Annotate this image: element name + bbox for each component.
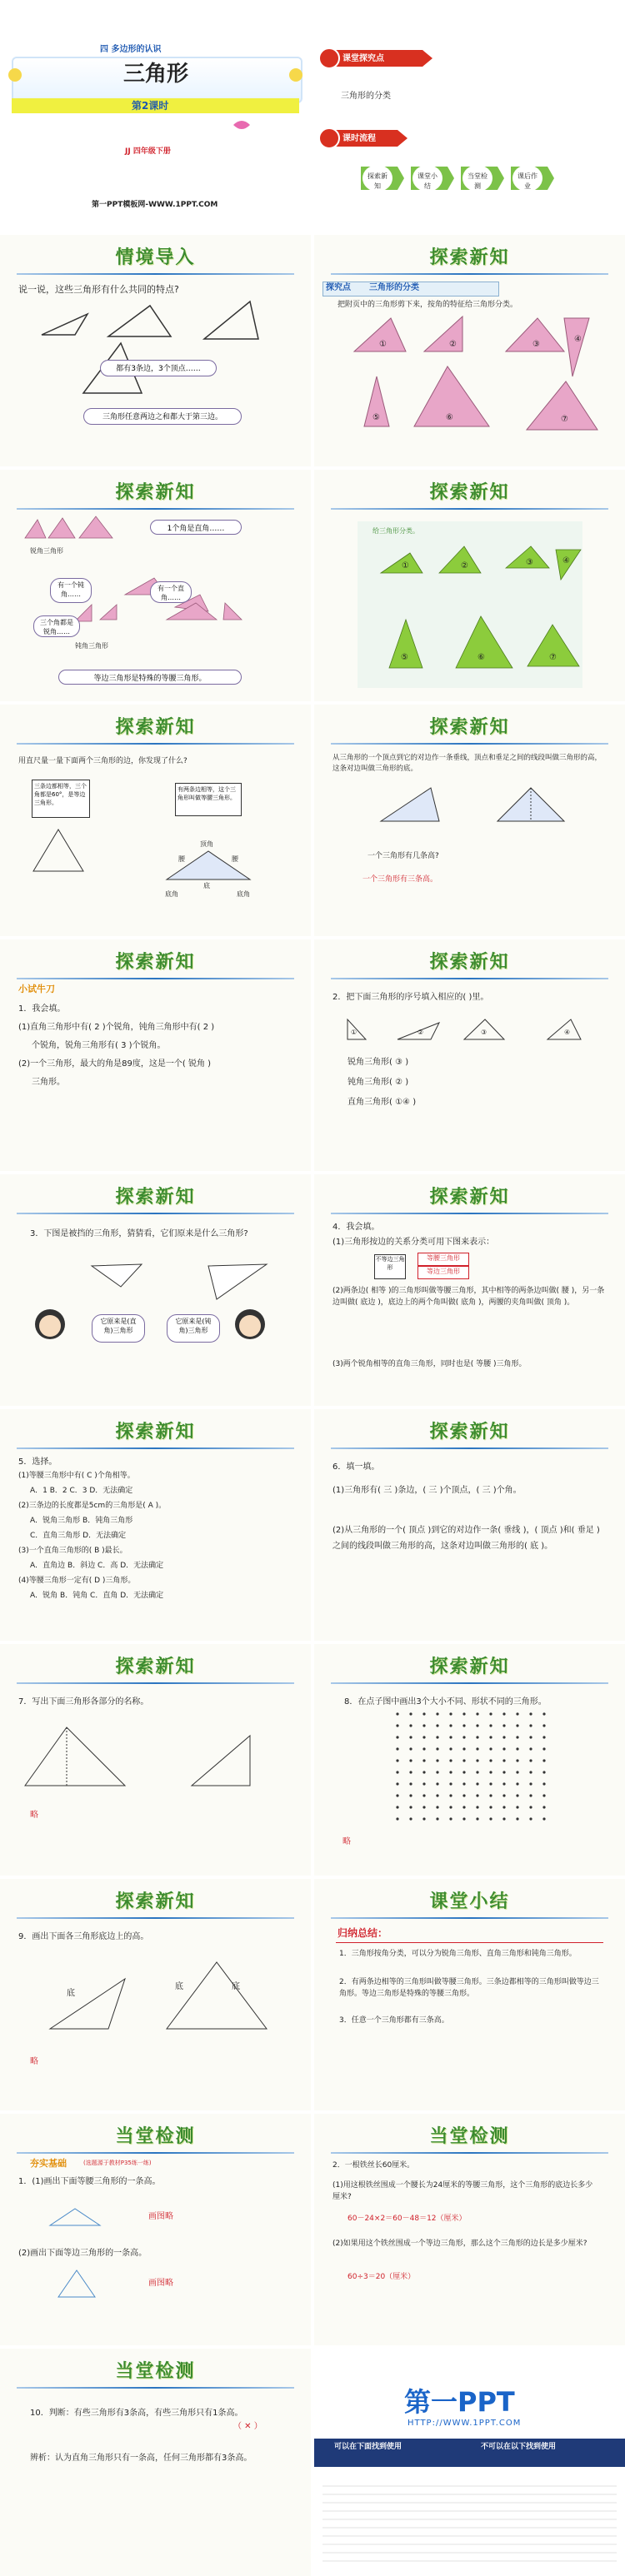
- slide-title: 探索新知: [429, 247, 510, 268]
- shape-number: ②: [461, 561, 468, 571]
- grid-dot: [462, 1712, 465, 1715]
- grid-dot: [489, 1782, 492, 1785]
- slide-practice-2: [314, 939, 625, 1171]
- slide-practice-8: [314, 1644, 625, 1876]
- tag-text: 三角形的分类: [369, 283, 419, 292]
- grid-dot: [542, 1712, 545, 1715]
- answer: 60÷3＝20（厘米）: [348, 2273, 416, 2281]
- grid-dot: [542, 1782, 545, 1785]
- line: (1)直角三角形中有( 2 )个锐角，钝角三角形中有( 2 ): [18, 1023, 215, 1032]
- answer: 一个三角形有三条高。: [362, 875, 438, 884]
- grid-dot: [422, 1712, 425, 1715]
- grid-dot: [449, 1806, 452, 1808]
- brand-logo: 第一PPT: [404, 2386, 515, 2418]
- grid-dot: [542, 1817, 545, 1820]
- section-label: 夯实基础: [30, 2158, 67, 2169]
- grid-dot: [476, 1794, 478, 1796]
- option-line: (3)一个直角三角形的( B )最长。: [18, 1547, 128, 1555]
- triangles: [0, 235, 311, 466]
- question: 4．我会填。: [332, 1223, 380, 1232]
- shape-number: ③: [532, 340, 540, 349]
- option-line: A．1 B．2 C．3 D．无法确定: [30, 1487, 133, 1495]
- cover-title: 三角形: [123, 62, 189, 87]
- link-list: [322, 2479, 617, 2562]
- option-line: (2)三条边的长度都是5cm的三角形是( A )。: [18, 1502, 167, 1510]
- shape-number: ⑥: [446, 413, 453, 422]
- step1-label: 课堂探究点: [342, 54, 384, 63]
- grid-dot: [422, 1736, 425, 1738]
- grid-dot: [476, 1712, 478, 1715]
- line: (2)从三角形的一个( 顶点 )到它的对边作一条( 垂线 )，( 顶点 )和( 垂足 )之间的线段叫做三角形的高，这条对边叫做三角形的( 底 )。: [332, 1526, 600, 1551]
- line: (2)一个三角形，最大的角是89度，这是一个( 锐角 ): [18, 1059, 212, 1069]
- grid-dot: [436, 1712, 438, 1715]
- base-label: 底: [175, 1982, 183, 1991]
- test-triangles: [0, 2114, 311, 2345]
- base-label: 底: [67, 1989, 75, 1998]
- option-line: A．锐角三角形 B．钝角三角形: [30, 1517, 133, 1525]
- flow-item: 课堂小结: [418, 172, 438, 190]
- question: 1．我会填。: [18, 1004, 66, 1014]
- grid-dot: [409, 1794, 412, 1796]
- triangle-diagrams: [0, 705, 311, 936]
- slide-summary: [314, 1879, 625, 2110]
- shape-number: ⑦: [561, 415, 568, 424]
- point-label: 三角形的分类: [341, 92, 391, 101]
- bubble-text: 1个角是直角……: [150, 520, 242, 535]
- answer-row: 锐角三角形( ③ ): [348, 1058, 409, 1067]
- bubble-text: 都有3条边，3个顶点……: [100, 360, 217, 376]
- grid-dot: [542, 1736, 545, 1738]
- answer: 60－24×2＝60－48＝12（厘米）: [348, 2215, 467, 2223]
- grid-dot: [516, 1724, 518, 1726]
- grid-dot: [489, 1747, 492, 1750]
- grid-dot: [476, 1782, 478, 1785]
- bubble-text: 有一个钝角……: [50, 578, 92, 603]
- angle-label: 底角: [237, 890, 250, 898]
- grid-dot: [396, 1747, 398, 1750]
- shape-number: ⑤: [372, 413, 380, 422]
- grid-dot: [516, 1817, 518, 1820]
- grid-dot: [516, 1806, 518, 1808]
- shape-number: ⑥: [478, 653, 485, 662]
- grid-dot: [422, 1747, 425, 1750]
- slide-title: 当堂检测: [429, 2126, 510, 2147]
- grid-dot: [396, 1771, 398, 1773]
- label: 锐角三角形: [30, 547, 63, 555]
- question: (2)画出下面等边三角形的一条高。: [18, 2249, 148, 2258]
- shape-number: ③: [526, 558, 533, 567]
- grid-dot: [462, 1771, 465, 1773]
- grid-dot: [449, 1759, 452, 1761]
- grid-dot: [502, 1817, 505, 1820]
- summary-item: 1．三角形按角分类，可以分为锐角三角形、直角三角形和钝角三角形。: [339, 1950, 577, 1958]
- grid-dot: [396, 1712, 398, 1715]
- grid-dot: [502, 1806, 505, 1808]
- shape-number: ⑤: [401, 653, 408, 662]
- grid-dot: [542, 1771, 545, 1773]
- unit-label: 四 多边形的认识: [100, 45, 162, 54]
- summary-item: 3．任意一个三角形都有三条高。: [339, 2016, 449, 2025]
- slide-explore-1: [314, 235, 625, 466]
- grid-dot: [476, 1736, 478, 1738]
- slide-title: 探索新知: [115, 717, 196, 738]
- board-caption: 给三角形分类。: [372, 527, 419, 535]
- slide-cover: [0, 0, 311, 232]
- slide-practice-6: [314, 1409, 625, 1641]
- answer: （ ✕ ）: [233, 2422, 262, 2431]
- grid-dot: [529, 1712, 532, 1715]
- slide-practice-5: [0, 1409, 311, 1641]
- grid-dot: [409, 1817, 412, 1820]
- grid-dot: [422, 1782, 425, 1785]
- answer: 略: [342, 1837, 351, 1846]
- edge-label: 腰: [232, 855, 238, 863]
- note-box: 有两条边相等，这个三角形叫做等腰三角形。: [175, 783, 242, 816]
- grid-dot: [516, 1759, 518, 1761]
- grid-dot: [462, 1794, 465, 1796]
- slide-title: 当堂检测: [115, 2361, 196, 2382]
- grid-dot: [449, 1782, 452, 1785]
- grid-dot: [502, 1712, 505, 1715]
- category-tag: 等腰三角形: [418, 1253, 469, 1266]
- line: (3)两个锐角相等的直角三角形，同时也是( 等腰 )三角形。: [332, 1360, 527, 1368]
- summary-heading: 归纳总结：: [338, 1927, 388, 1939]
- grid-dot: [422, 1806, 425, 1808]
- info-heading: 不可以在以下找到使用: [481, 2443, 557, 2451]
- grid-dot: [396, 1806, 398, 1808]
- question: 8．在点子图中画出3个大小不同、形状不同的三角形。: [344, 1697, 547, 1707]
- grid-dot: [516, 1782, 518, 1785]
- slide-practice-1: [0, 939, 311, 1171]
- grid-dot: [476, 1771, 478, 1773]
- scroll-decoration: [0, 0, 311, 232]
- grid-dot: [542, 1759, 545, 1761]
- option-line: (1)等腰三角形中有( C )个角相等。: [18, 1472, 135, 1480]
- question: 2．把下面三角形的序号填入相应的( )里。: [332, 993, 489, 1002]
- shape-number: ④: [574, 335, 582, 344]
- slide-title: 探索新知: [115, 1657, 196, 1677]
- practice-triangles: [314, 939, 625, 1171]
- grid-dot: [436, 1817, 438, 1820]
- question: 9．画出下面各三角形底边上的高。: [18, 1932, 149, 1941]
- grid-dot: [529, 1806, 532, 1808]
- grid-dot: [436, 1771, 438, 1773]
- shape-number: ①: [351, 1029, 358, 1036]
- grid-dot: [462, 1759, 465, 1761]
- grid-dot: [502, 1736, 505, 1738]
- slide-title: 探索新知: [429, 1657, 510, 1677]
- bubble-text: 它原来是(直角)三角形: [92, 1314, 145, 1343]
- grid-dot: [489, 1806, 492, 1808]
- bubble-text: 三个角都是锐角……: [33, 615, 80, 637]
- slide-title: 探索新知: [429, 1422, 510, 1442]
- grid-dot: [436, 1806, 438, 1808]
- grid-dot: [476, 1817, 478, 1820]
- grid-dot: [462, 1736, 465, 1738]
- option-line: (4)等腰三角形一定有( D )三角形。: [18, 1577, 136, 1585]
- grid-dot: [476, 1759, 478, 1761]
- grid-dot: [436, 1724, 438, 1726]
- grid-dot: [422, 1724, 425, 1726]
- grid-dot: [476, 1806, 478, 1808]
- section-note: (选题源于教材P35练一练): [83, 2160, 152, 2166]
- grid-dot: [409, 1782, 412, 1785]
- base-triangles: [0, 1879, 311, 2110]
- shape-number: ④: [562, 556, 570, 566]
- slide-title: 探索新知: [429, 482, 510, 503]
- grid-dot: [502, 1759, 505, 1761]
- slide-explore-5: [314, 705, 625, 936]
- slide-practice-7: [0, 1644, 311, 1876]
- grid-dot: [409, 1747, 412, 1750]
- shape-number: ②: [418, 1029, 424, 1036]
- pink-triangles: [314, 235, 625, 466]
- grid-dot: [542, 1747, 545, 1750]
- grid-dot: [409, 1736, 412, 1738]
- slide-outline: [314, 0, 625, 232]
- grid-dot: [449, 1817, 452, 1820]
- slide-practice-3: [0, 1174, 311, 1406]
- grid-dot: [436, 1747, 438, 1750]
- slide-title: 探索新知: [115, 1422, 196, 1442]
- slide-title: 课堂小结: [429, 1891, 510, 1912]
- answer: 画图略: [148, 2279, 173, 2288]
- slide-title: 探索新知: [429, 717, 510, 738]
- grid-dot: [489, 1817, 492, 1820]
- site-label: 第一PPT模板网-WWW.1PPT.COM: [92, 201, 218, 209]
- grid-dot: [462, 1817, 465, 1820]
- grid-dot: [396, 1759, 398, 1761]
- grid-dot: [396, 1736, 398, 1738]
- question: 1．(1)画出下面等腰三角形的一条高。: [18, 2177, 161, 2186]
- section-label: 小试牛刀: [18, 984, 55, 994]
- slide-explore-3: [314, 470, 625, 701]
- grid-dot: [542, 1806, 545, 1808]
- bubble-text: 三角形任意两边之和都大于第三边。: [83, 408, 242, 425]
- grid-dot: [529, 1724, 532, 1726]
- flow-item: 探索新知: [368, 172, 388, 190]
- slide-title: 情境导入: [115, 247, 196, 268]
- question: 一个三角形有几条高?: [368, 852, 439, 860]
- grid-dot: [449, 1794, 452, 1796]
- slide-title: 探索新知: [115, 482, 196, 503]
- question: 10．判断：有些三角形有3条高，有些三角形只有1条高。: [30, 2409, 243, 2418]
- label-triangles: [0, 1644, 311, 1876]
- question: 6．填一填。: [332, 1462, 380, 1472]
- grid-dot: [409, 1806, 412, 1808]
- grade-label: JJ 四年级下册: [125, 147, 171, 156]
- grid-dot: [502, 1724, 505, 1726]
- grid-dot: [396, 1724, 398, 1726]
- grid-dot: [396, 1782, 398, 1785]
- shape-number: ④: [564, 1029, 571, 1036]
- grid-dot: [409, 1724, 412, 1726]
- grid-dot: [529, 1747, 532, 1750]
- slide-title: 探索新知: [115, 1891, 196, 1912]
- angle-label: 底角: [165, 890, 178, 898]
- slide-brand: [314, 2349, 625, 2576]
- kids-and-shapes: [0, 1174, 311, 1406]
- line: 个锐角，锐角三角形有( 3 )个锐角。: [32, 1041, 166, 1050]
- line: (2)如果用这个铁丝围成一个等边三角形，那么这个三角形的边长是多少厘米?: [332, 2240, 588, 2248]
- question: 2．一根铁丝长60厘米。: [332, 2161, 415, 2170]
- grid-dot: [462, 1806, 465, 1808]
- line: 三角形。: [32, 1078, 65, 1087]
- shape-number: ③: [481, 1029, 488, 1036]
- lesson-label: 第2课时: [132, 100, 169, 112]
- slide-title: 探索新知: [429, 1187, 510, 1208]
- option-line: C．直角三角形 D．无法确定: [30, 1532, 127, 1540]
- answer: 略: [30, 2057, 38, 2066]
- bubble-text: 等边三角形是特殊的等腰三角形。: [58, 670, 242, 685]
- grid-dot: [436, 1736, 438, 1738]
- slide-title: 探索新知: [115, 1187, 196, 1208]
- grid-dot: [489, 1736, 492, 1738]
- slide-test-2: [314, 2114, 625, 2345]
- grid-dot: [516, 1794, 518, 1796]
- outline-badges: [314, 0, 625, 232]
- answer: 画图略: [148, 2212, 173, 2221]
- grid-dot: [489, 1712, 492, 1715]
- label: 钝角三角形: [75, 642, 108, 650]
- explanation: 辨析：认为直角三角形只有一条高，任何三角形都有3条高。: [30, 2454, 252, 2463]
- flow-item: 课后作业: [518, 172, 538, 190]
- slide-title: 探索新知: [429, 952, 510, 973]
- grid-dot: [449, 1712, 452, 1715]
- note-box: 三条边都相等，三个角都是60°，是等边三角形。: [32, 780, 90, 818]
- question: 7．写出下面三角形各部分的名称。: [18, 1697, 149, 1707]
- grid-dot: [436, 1782, 438, 1785]
- grid-dot: [502, 1782, 505, 1785]
- slide-test-3: [0, 2349, 311, 2576]
- grid-dot: [516, 1747, 518, 1750]
- grid-dot: [502, 1747, 505, 1750]
- shape-number: ①: [379, 340, 387, 349]
- grid-dot: [449, 1771, 452, 1773]
- green-triangles: [314, 470, 625, 701]
- grid-dot: [436, 1759, 438, 1761]
- slide-explore-4: [0, 705, 311, 936]
- slide-intro: [0, 235, 311, 466]
- grid-dot: [449, 1747, 452, 1750]
- question: 用直尺量一量下面两个三角形的边，你发现了什么?: [18, 757, 188, 765]
- question: 说一说，这些三角形有什么共同的特点?: [18, 284, 179, 295]
- option-line: A．锐角 B．钝角 C．直角 D．无法确定: [30, 1592, 164, 1600]
- shape-number: ①: [402, 561, 409, 571]
- grid-dot: [449, 1724, 452, 1726]
- grid-dot: [396, 1794, 398, 1796]
- grid-dot: [436, 1794, 438, 1796]
- height-triangles: [314, 705, 625, 936]
- grid-dot: [462, 1782, 465, 1785]
- grid-dot: [489, 1724, 492, 1726]
- bubble-text: 有一个直角……: [150, 581, 192, 603]
- info-heading: 可以在下面找到使用: [334, 2443, 402, 2451]
- slide-practice-9: [0, 1879, 311, 2110]
- grid-dot: [489, 1794, 492, 1796]
- shape-number: ⑦: [549, 653, 557, 662]
- grid-dot: [516, 1771, 518, 1773]
- slide-title: 当堂检测: [115, 2126, 196, 2147]
- grid-dot: [529, 1794, 532, 1796]
- slide-explore-2: [0, 470, 311, 701]
- grid-dot: [462, 1724, 465, 1726]
- grid-dot: [529, 1817, 532, 1820]
- summary-divider: [336, 1942, 603, 1943]
- category-tag: 不等边三角形: [374, 1254, 406, 1279]
- option-line: A．直角边 B．斜边 C．高 D．无法确定: [30, 1562, 164, 1570]
- line: (1)三角形有( 三 )条边，( 三 )个顶点，( 三 )个角。: [332, 1486, 522, 1495]
- question: 3．下图是被挡的三角形，猜猜看，它们原来是什么三角形?: [30, 1229, 248, 1238]
- angle-label: 顶角: [200, 840, 213, 848]
- grid-dot: [502, 1771, 505, 1773]
- tag-label: 探究点: [326, 283, 351, 292]
- grid-dot: [529, 1736, 532, 1738]
- grid-dot: [462, 1747, 465, 1750]
- line: (1)用这根铁丝围成一个腰长为24厘米的等腰三角形，这个三角形的底边长多少厘米?: [332, 2181, 593, 2201]
- bubble-text: 它原来是(钝角)三角形: [167, 1314, 220, 1343]
- grid-dot: [542, 1724, 545, 1726]
- dot-grid: [314, 1644, 625, 1876]
- paragraph: 从三角形的一个顶点到它的对边作一条垂线，顶点和垂足之间的线段叫做三角形的高，这条对边叫做三角形的底。: [332, 754, 602, 773]
- question: 5．选择。: [18, 1457, 58, 1467]
- answer-row: 钝角三角形( ② ): [348, 1078, 409, 1087]
- category-tag: 等边三角形: [418, 1266, 469, 1279]
- grid-dot: [516, 1712, 518, 1715]
- grid-dot: [396, 1817, 398, 1820]
- summary-item: 2．有两条边相等的三角形叫做等腰三角形。三条边都相等的三角形叫做等边三角形。等边三角形是特殊的等腰三角形。: [339, 1978, 599, 1998]
- grid-dot: [516, 1736, 518, 1738]
- brand-url: HTTP://WWW.1PPT.COM: [408, 2419, 522, 2428]
- grid-dot: [409, 1771, 412, 1773]
- instruction: 把附页中的三角形剪下来，按角的特征给三角形分类。: [338, 301, 518, 309]
- answer: 略: [30, 1811, 38, 1820]
- grid-dot: [489, 1771, 492, 1773]
- edge-label: 腰: [178, 855, 185, 863]
- base-label: 底: [232, 1982, 240, 1991]
- grid-dot: [542, 1794, 545, 1796]
- slide-practice-4: [314, 1174, 625, 1406]
- step2-label: 课时流程: [342, 134, 376, 143]
- flow-item: 当堂检测: [468, 172, 488, 190]
- answer-row: 直角三角形( ①④ ): [348, 1098, 417, 1107]
- grid-dot: [409, 1712, 412, 1715]
- grid-dot: [449, 1736, 452, 1738]
- grid-dot: [489, 1759, 492, 1761]
- grid-dot: [422, 1794, 425, 1796]
- slide-title: 探索新知: [115, 952, 196, 973]
- edge-label: 底: [203, 882, 210, 889]
- line: (2)两条边( 相等 )的三角形叫做等腰三角形，其中相等的两条边叫做( 腰 )，另一条边叫做( 底边 )，底边上的两个角叫做( 底角 )，两腰的夹角叫做( 顶角 )。: [332, 1287, 605, 1307]
- shape-number: ②: [449, 340, 457, 349]
- slide-test-1: [0, 2114, 311, 2345]
- grid-dot: [476, 1747, 478, 1750]
- grid-dot: [502, 1794, 505, 1796]
- grid-dot: [409, 1759, 412, 1761]
- grid-dot: [529, 1771, 532, 1773]
- grid-dot: [422, 1759, 425, 1761]
- line: (1)三角形按边的关系分类可用下图来表示：: [332, 1238, 495, 1247]
- grid-dot: [422, 1771, 425, 1773]
- grid-dot: [476, 1724, 478, 1726]
- grid-dot: [529, 1782, 532, 1785]
- grid-dot: [529, 1759, 532, 1761]
- grid-dot: [422, 1817, 425, 1820]
